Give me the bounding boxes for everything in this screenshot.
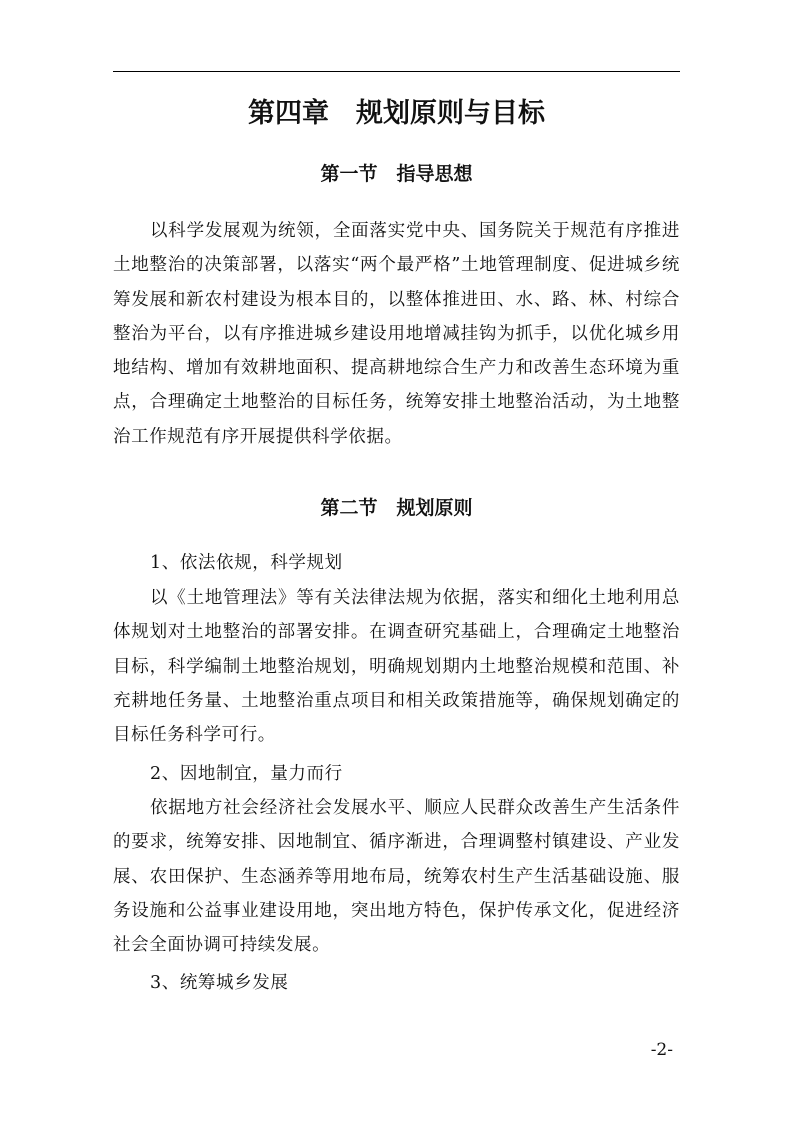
principle-2-heading: 2、因地制宜，量力而行 [150,764,343,784]
header-rule [113,71,680,72]
principle-3-heading: 3、统筹城乡发展 [150,973,289,993]
section-title-planning-principles: 第二节 规划原则 [320,497,473,519]
guiding-thought-paragraph: 以科学发展观为统领，全面落实党中央、国务院关于规范有序推进土地整治的决策部署，以落实“两个最严格”土地管理制度、促进城乡统筹发展和新农村建设为根本目的，以整体推进田、水、路、林、村综合整治为平台，以有序推进城乡建设用地增减挂钩为抓手，以优化城乡用地结构、增加有效耕地面积、提高耕地综合生产力和改善生态环境为重点，合理确定土地整治的目标任务，统筹安排土地整治活动，为土地整治工作规范有序开展提供科学依据。 [113,221,680,447]
principle-2-paragraph: 依据地方社会经济社会发展水平、顺应人民群众改善生产生活条件的要求，统筹安排、因地制宜、循序渐进，合理调整村镇建设、产业发展、农田保护、生态涵养等用地布局，统筹农村生产生活基础设施、服务设施和公益事业建设用地，突出地方特色，保护传承文化，促进经济社会全面协调可持续发展。 [113,798,680,956]
principle-1-paragraph: 以《土地管理法》等有关法律法规为依据，落实和细化土地利用总体规划对土地整治的部署安排。在调查研究基础上，合理确定土地整治目标，科学编制土地整治规划，明确规划期内土地整治规模和范围、补充耕地任务量、土地整治重点项目和相关政策措施等，确保规划确定的目标任务科学可行。 [113,588,680,746]
chapter-title: 第四章 规划原则与目标 [248,98,545,129]
section-title-guiding-thought: 第一节 指导思想 [320,163,473,185]
page-number: -2- [650,1040,673,1060]
principle-1-heading: 1、依法依规，科学规划 [150,553,343,573]
